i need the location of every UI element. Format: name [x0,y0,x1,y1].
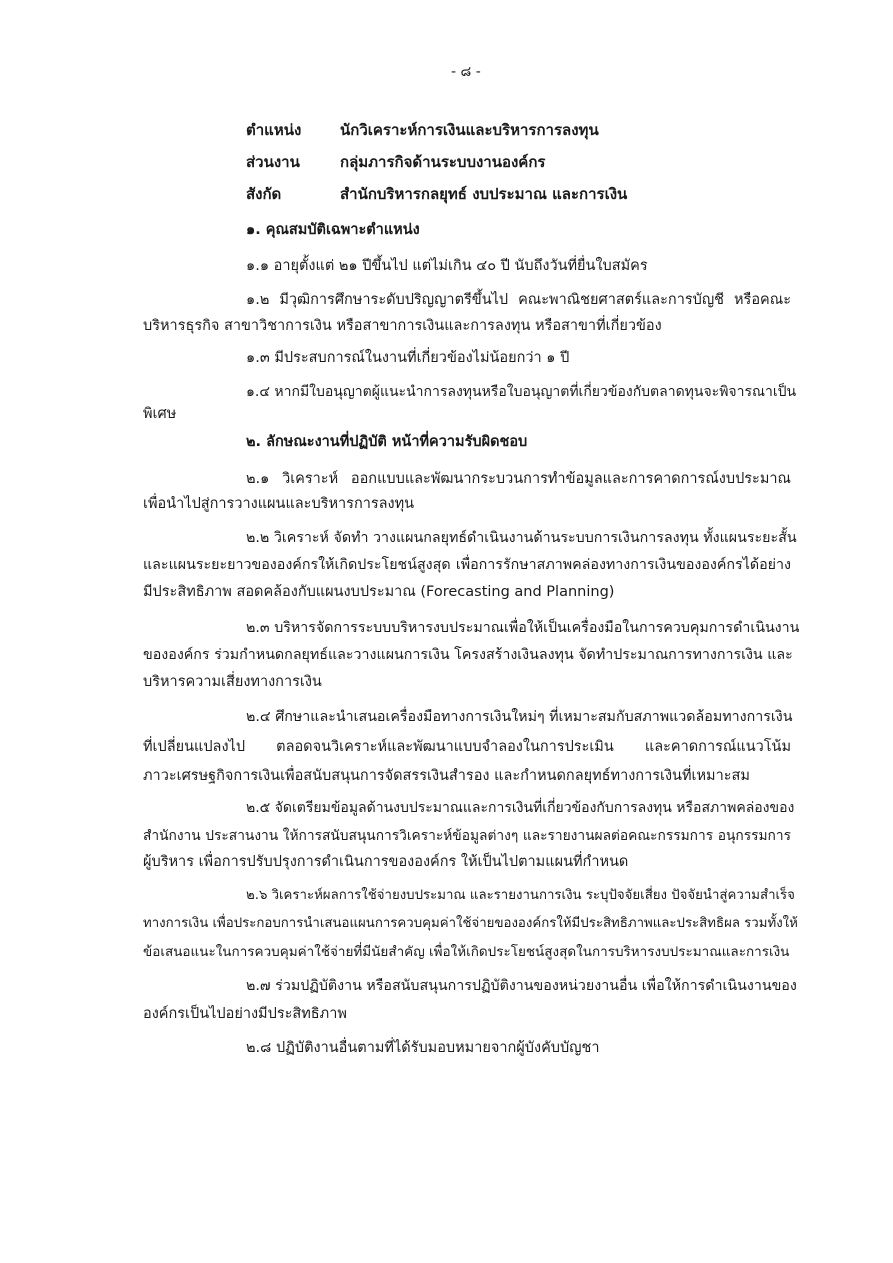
section2-item4-line1: ๒.๔ ศึกษาและนำเสนอเครื่องมือทางการเงินใหม่ๆ ที่เหมาะสมกับสภาพแวดล้อมทางการเงิน [246,709,793,725]
section2-item5-line2: สำนักงาน ประสานงาน ให้การสนับสนุนการวิเคราะห์ข้อมูลต่างๆ และรายงานผลต่อคณะกรรมการ อนุกรรมการ [143,828,791,844]
section1-item4-line2: พิเศษ [143,406,177,422]
position-label: ตำแหน่ง [246,121,302,139]
section1-item3: ๑.๓ มีประสบการณ์ในงานที่เกี่ยวข้องไม่น้อยกว่า ๑ ปี [246,350,570,366]
section2-item3-line1: ๒.๓ บริหารจัดการระบบบริหารงบประมาณเพื่อให้เป็นเครื่องมือในการควบคุมการดำเนินงาน [246,620,800,636]
section2-item3-line3: บริหารความเสี่ยงทางการเงิน [143,674,322,690]
page-number: - ๘ - [451,64,481,80]
section1-item1: ๑.๑ อายุตั้งแต่ ๒๑ ปีขึ้นไป แต่ไม่เกิน ๔๐ ปี นับถึงวันที่ยื่นใบสมัคร [246,258,648,274]
affiliation-value: สำนักบริหารกลยุทธ์ งบประมาณ และการเงิน [340,185,628,203]
section2-item6-line1: ๒.๖ วิเคราะห์ผลการใช้จ่ายงบประมาณ และรายงานการเงิน ระบุปัจจัยเสี่ยง ปัจจัยนำสู่ความสำเร็จ [246,888,795,903]
section2-item6-line2: ทางการเงิน เพื่อประกอบการนำเสนอแผนการควบคุมค่าใช้จ่ายขององค์กรให้มีประสิทธิภาพและประสิทธิผล รวมทั้งให้ [143,916,798,931]
section2-item4-line2: ที่เปลี่ยนแปลงไป ตลอดจนวิเคราะห์และพัฒนาแบบจำลองในการประเมิน และคาดการณ์แนวโน้ม [143,739,791,755]
section2-item1-line1: ๒.๑ วิเคราะห์ ออกแบบและพัฒนากระบวนการทำข้อมูลและการคาดการณ์งบประมาณ [246,471,791,487]
section2-item5-line3: ผู้บริหาร เพื่อการปรับปรุงการดำเนินการขององค์กร ให้เป็นไปตามแผนที่กำหนด [143,854,629,870]
unit-label: ส่วนงาน [246,153,300,171]
section1-item2-line1: ๑.๒ มีวุฒิการศึกษาระดับปริญญาตรีขึ้นไป คณะพาณิชยศาสตร์และการบัญชี หรือคณะ [246,292,791,308]
section1-item2-line2: บริหารธุรกิจ สาขาวิชาการเงิน หรือสาขาการเงินและการลงทุน หรือสาขาที่เกี่ยวข้อง [143,318,662,334]
position-value: นักวิเคราะห์การเงินและบริหารการลงทุน [340,121,599,139]
section1-item4-line1: ๑.๔ หากมีใบอนุญาตผู้แนะนำการลงทุนหรือใบอนุญาตที่เกี่ยวข้องกับตลาดทุนจะพิจารณาเป็น [246,384,797,400]
section2-item2-line2: และแผนระยะยาวขององค์กรให้เกิดประโยชน์สูงสุด เพื่อการรักษาสภาพคล่องทางการเงินขององค์กรได้อย่าง [143,557,791,573]
affiliation-label: สังกัด [246,185,282,203]
section2-item7-line2: องค์กรเป็นไปอย่างมีประสิทธิภาพ [143,1006,347,1022]
section2-item2-line3: มีประสิทธิภาพ สอดคล้องกับแผนงบประมาณ (Forecasting and Planning) [143,584,615,600]
section2-item7-line1: ๒.๗ ร่วมปฏิบัติงาน หรือสนับสนุนการปฏิบัติงานของหน่วยงานอื่น เพื่อให้การดำเนินงานของ [246,978,797,994]
section2-item3-line2: ขององค์กร ร่วมกำหนดกลยุทธ์และวางแผนการเงิน โครงสร้างเงินลงทุน จัดทำประมาณการทางการเงิน และ [143,647,793,663]
section2-heading: ๒. ลักษณะงานที่ปฏิบัติ หน้าที่ความรับผิดชอบ [246,434,528,450]
section2-item6-line3: ข้อเสนอแนะในการควบคุมค่าใช้จ่ายที่มีนัยสำคัญ เพื่อให้เกิดประโยชน์สูงสุดในการบริหารงบประมาณและการเงิน [143,944,790,960]
section2-item1-line2: เพื่อนำไปสู่การวางแผนและบริหารการลงทุน [143,496,415,512]
section1-heading: ๑. คุณสมบัติเฉพาะตำแหน่ง [246,222,420,238]
section2-item5-line1: ๒.๕ จัดเตรียมข้อมูลด้านงบประมาณและการเงินที่เกี่ยวข้องกับการลงทุน หรือสภาพคล่องของ [246,800,795,816]
section2-item8: ๒.๘ ปฏิบัติงานอื่นตามที่ได้รับมอบหมายจากผู้บังคับบัญชา [246,1040,600,1056]
section2-item2-line1: ๒.๒ วิเคราะห์ จัดทำ วางแผนกลยุทธ์ดำเนินงานด้านระบบการเงินการลงทุน ทั้งแผนระยะสั้น [246,530,797,546]
section2-item4-line3: ภาวะเศรษฐกิจการเงินเพื่อสนับสนุนการจัดสรรเงินสำรอง และกำหนดกลยุทธ์ทางการเงินที่เหมาะสม [143,768,750,784]
unit-value: กลุ่มภารกิจด้านระบบงานองค์กร [340,153,546,171]
